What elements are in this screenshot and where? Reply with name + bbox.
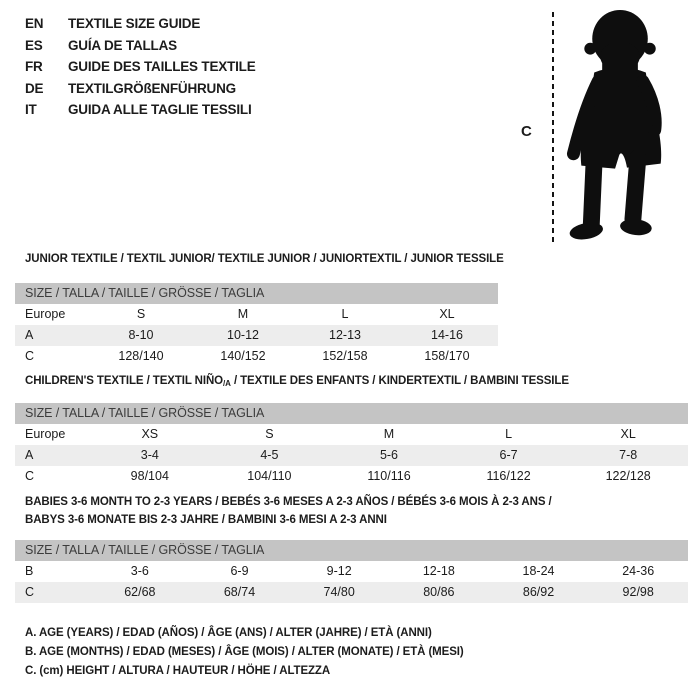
table-cell: 12-18 [422,564,455,578]
table-cell: 158/170 [424,349,470,363]
size-header-bar: SIZE / TALLA / TAILLE / GRÖSSE / TAGLIA [15,283,498,304]
children-title-subscript: /A [223,379,231,388]
language-row-es [25,35,256,57]
toddler-silhouette-icon [558,7,688,245]
row-label: A [25,448,34,462]
table-cell: 6-9 [230,564,249,578]
table-cell: 3-4 [140,448,159,462]
table-cell: 86/92 [522,585,555,599]
table-cell: M [383,427,395,441]
babies-title-line2: BABYS 3-6 MONATE BIS 2-3 JAHRE / BAMBINI 3-6 MESI A 2-3 ANNI [25,513,387,526]
language-row-de [25,78,256,100]
babies-section-title [25,494,552,529]
children-section-title [25,373,569,393]
row-label: C [25,469,35,483]
table-cell: XS [141,427,159,441]
footnote-age-months: B. AGE (MONTHS) / EDAD (MESES) / ÂGE (MOIS) / ALTER (MONATE) / ETÀ (MESI) [25,646,464,658]
table-cell: 8-10 [128,328,154,342]
table-cell: 116/122 [486,469,531,483]
children-title-pre: CHILDREN'S TEXTILE / TEXTIL NIÑO [25,375,224,387]
table-cell: 122/128 [605,469,651,483]
table-cell: 9-12 [326,564,352,578]
table-cell: 24-36 [622,564,655,578]
language-label: GUIDE DES TAILLES TEXTILE [68,59,256,75]
junior-section-title: JUNIOR TEXTILE / TEXTIL JUNIOR/ TEXTILE JUNIOR / JUNIORTEXTIL / JUNIOR TESSILE [25,253,504,265]
table-cell: XL [620,427,636,441]
table-cell: L [505,427,513,441]
table-cell: S [136,307,146,321]
babies-size-table [15,540,688,603]
table-cell: 6-7 [499,448,518,462]
table-cell: 3-6 [130,564,149,578]
language-row-it [25,99,256,121]
table-cell: S [265,427,274,441]
footnote-age-years: A. AGE (YEARS) / EDAD (AÑOS) / ÂGE (ANS) / ALTER (JAHRE) / ETÀ (ANNI) [25,627,432,639]
size-header-bar: SIZE / TALLA / TAILLE / GRÖSSE / TAGLIA [15,540,688,561]
table-cell: 68/74 [223,585,256,599]
row-label: Europe [25,307,66,321]
footnote-height: C. (cm) HEIGHT / ALTURA / HAUTEUR / HÖHE / ALTEZZA [25,665,331,677]
table-cell: 10-12 [227,328,259,342]
table-cell: 80/86 [423,585,455,599]
language-row-en [25,13,256,35]
table-cell: 7-8 [619,448,638,462]
footnotes [25,624,464,681]
table-cell: M [237,307,249,321]
table-cell: L [341,307,349,321]
table-cell: XL [439,307,455,321]
table-cell: 152/158 [322,349,368,363]
table-row-height [15,582,688,603]
size-header-bar: SIZE / TALLA / TAILLE / GRÖSSE / TAGLIA [15,403,688,424]
table-cell: 110/116 [367,469,411,483]
table-cell: 62/68 [124,585,156,599]
table-cell: 92/98 [622,585,654,599]
children-size-table [15,403,688,487]
row-label: C [25,585,35,599]
babies-title-line1: BABIES 3-6 MONTH TO 2-3 YEARS / BEBÉS 3-6 MESES A 2-3 AÑOS / BÉBÉS 3-6 MOIS À 2-3 ANS / [25,496,552,508]
table-cell: 104/110 [247,469,292,483]
language-label: TEXTILGRÖßENFÜHRUNG [68,80,236,96]
table-row-height [15,466,688,487]
language-code: ES [25,37,43,53]
children-title-post: / TEXTILE DES ENFANTS / KINDERTEXTIL / BAMBINI TESSILE [230,375,569,387]
language-code: DE [25,80,44,96]
table-row-europe [15,304,498,325]
table-row-age-months [15,561,688,582]
row-label: A [25,328,34,342]
language-label: GUIDA ALLE TAGLIE TESSILI [68,102,252,118]
table-cell: 128/140 [118,349,164,363]
height-measure-line [552,12,554,243]
junior-size-table [15,283,498,367]
language-list [25,13,256,121]
table-cell: 12-13 [329,328,361,342]
row-label: B [25,564,34,578]
table-cell: 4-5 [260,448,279,462]
language-label: TEXTILE SIZE GUIDE [68,16,201,31]
table-cell: 74/80 [323,585,355,599]
language-code: EN [25,16,44,31]
row-label: Europe [25,427,66,441]
language-code: IT [25,102,37,118]
row-label: C [25,349,35,363]
table-cell: 5-6 [379,448,399,462]
height-measure-label: C [521,123,532,140]
table-cell: 140/152 [220,349,266,363]
language-code: FR [25,59,43,75]
table-row-age [15,445,688,466]
table-row-europe [15,424,688,445]
language-row-fr [25,56,256,78]
language-label: GUÍA DE TALLAS [68,37,177,53]
table-cell: 98/104 [130,469,169,483]
table-cell: 14-16 [431,328,463,342]
table-row-age [15,325,498,346]
table-cell: 18-24 [522,564,555,578]
table-row-height [15,346,498,367]
